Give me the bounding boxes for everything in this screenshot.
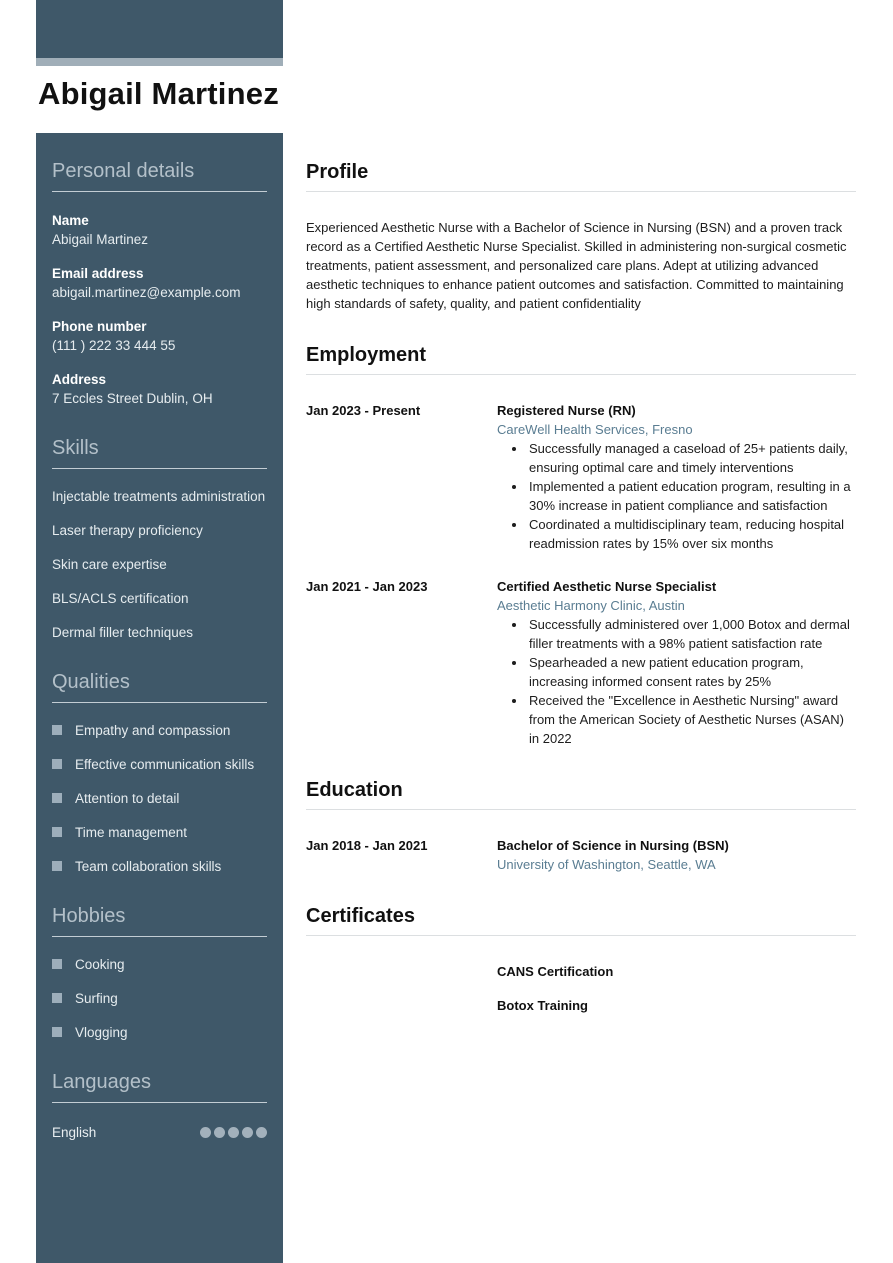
employment-entry bbox=[306, 401, 856, 553]
employment-title: Employment bbox=[306, 344, 427, 366]
skill-item: BLS/ACLS certification bbox=[52, 591, 189, 606]
skills-list bbox=[52, 487, 267, 642]
quality-item bbox=[52, 755, 267, 774]
certificate-name: Botox Training bbox=[497, 998, 588, 1013]
section-rule bbox=[306, 809, 856, 810]
hobby-item bbox=[52, 955, 267, 974]
square-bullet-icon bbox=[52, 725, 62, 735]
hobby-item-label: Surfing bbox=[75, 991, 118, 1006]
hobby-item bbox=[52, 1023, 267, 1042]
square-bullet-icon bbox=[52, 827, 62, 837]
personal-details-title: Personal details bbox=[52, 160, 195, 182]
certificates-section bbox=[306, 904, 856, 1015]
field-value: (111 ) 222 33 444 55 bbox=[52, 338, 176, 353]
square-bullet-icon bbox=[52, 1027, 62, 1037]
entry-period: Jan 2018 - Jan 2021 bbox=[306, 838, 428, 853]
skills-title: Skills bbox=[52, 437, 99, 459]
hobbies-section bbox=[52, 904, 267, 1042]
field-value: Abigail Martinez bbox=[52, 232, 149, 247]
bullet-item: • Received the "Excellence in Aesthetic Nursing" award from the American Society of Aesthetic Nurses (ASAN) in 2022 bbox=[527, 691, 856, 748]
skill-item: Dermal filler techniques bbox=[52, 625, 194, 640]
skill-item: Injectable treatments administration bbox=[52, 489, 266, 504]
field-label: Address bbox=[52, 372, 107, 387]
certificate-period-spacer bbox=[306, 962, 497, 981]
sidebar bbox=[36, 133, 283, 1263]
hobbies-list bbox=[52, 955, 267, 1042]
languages-title: Languages bbox=[52, 1071, 151, 1093]
entry-period: Jan 2023 - Present bbox=[306, 403, 421, 418]
certificate-row bbox=[306, 996, 856, 1015]
sidebar-rule bbox=[52, 191, 267, 192]
field-label: Phone number bbox=[52, 319, 147, 334]
sidebar-rule bbox=[52, 468, 267, 469]
hobby-item-label: Cooking bbox=[75, 957, 125, 972]
hobby-item bbox=[52, 989, 267, 1008]
education-entries bbox=[306, 836, 856, 874]
education-entry bbox=[306, 836, 856, 874]
quality-item bbox=[52, 857, 267, 876]
square-bullet-icon bbox=[52, 959, 62, 969]
language-name: English bbox=[52, 1125, 97, 1140]
field-value: 7 Eccles Street Dublin, OH bbox=[52, 391, 213, 406]
section-rule bbox=[306, 935, 856, 936]
bullet-item: • Spearheaded a new patient education program, increasing informed consent rates by 25% bbox=[527, 653, 856, 691]
resume-main-content bbox=[306, 160, 856, 1015]
level-dot-icon bbox=[242, 1127, 253, 1138]
square-bullet-icon bbox=[52, 993, 62, 1003]
level-dot-icon bbox=[214, 1127, 225, 1138]
skill-item: Laser therapy proficiency bbox=[52, 523, 203, 538]
skill-item: Skin care expertise bbox=[52, 557, 167, 572]
quality-item-label: Team collaboration skills bbox=[75, 859, 222, 874]
quality-item-label: Empathy and compassion bbox=[75, 723, 231, 738]
personal-details-section bbox=[52, 159, 267, 408]
hobby-item-label: Vlogging bbox=[75, 1025, 128, 1040]
header-accent-strip bbox=[36, 58, 283, 66]
language-level-dots bbox=[200, 1127, 267, 1138]
entry-bullets bbox=[497, 615, 856, 748]
entry-institution: University of Washington, Seattle, WA bbox=[497, 857, 716, 872]
section-rule bbox=[306, 374, 856, 375]
bullet-item: • Implemented a patient education program, resulting in a 30% increase in patient compliance and satisfaction bbox=[527, 477, 856, 515]
profile-text: Experienced Aesthetic Nurse with a Bachelor of Science in Nursing (BSN) and a proven track record as a Certified Aesthetic Nurse Specialist. Skilled in administering non-surgical cosmetic treatments, patient assessment, and personalized care plans. Adept at utilizing advanced aesthetic techniques to enhance patient outcomes and satisfaction. Committed to maintaining high standards of safety, quality, and patient confidentiality bbox=[306, 220, 847, 311]
skills-section bbox=[52, 436, 267, 642]
certificates-title: Certificates bbox=[306, 905, 415, 927]
employment-entry bbox=[306, 577, 856, 748]
certificate-rows bbox=[306, 962, 856, 1015]
hobbies-title: Hobbies bbox=[52, 905, 126, 927]
languages-section bbox=[52, 1070, 267, 1142]
quality-item-label: Time management bbox=[75, 825, 188, 840]
bullet-item: • Coordinated a multidisciplinary team, reducing hospital readmission rates by 15% over six months bbox=[527, 515, 856, 553]
bullet-item: • Successfully administered over 1,000 Botox and dermal filler treatments with a 98% patient satisfaction rate bbox=[527, 615, 856, 653]
field-label: Name bbox=[52, 213, 89, 228]
quality-item bbox=[52, 789, 267, 808]
personal-detail-field bbox=[52, 264, 267, 302]
level-dot-icon bbox=[256, 1127, 267, 1138]
sidebar-rule bbox=[52, 1102, 267, 1103]
level-dot-icon bbox=[200, 1127, 211, 1138]
employment-section bbox=[306, 343, 856, 748]
qualities-title: Qualities bbox=[52, 671, 130, 693]
certificate-name: CANS Certification bbox=[497, 964, 614, 979]
entry-details bbox=[497, 577, 856, 748]
personal-detail-field bbox=[52, 370, 267, 408]
employment-entries bbox=[306, 401, 856, 748]
personal-details-fields bbox=[52, 211, 267, 408]
resume-name: Abigail Martinez bbox=[38, 76, 279, 111]
education-section bbox=[306, 778, 856, 874]
profile-title: Profile bbox=[306, 161, 369, 183]
languages-list bbox=[52, 1123, 267, 1142]
section-rule bbox=[306, 191, 856, 192]
bullet-item: • Successfully managed a caseload of 25+ patients daily, ensuring optimal care and timely interventions bbox=[527, 439, 856, 477]
entry-role: Registered Nurse (RN) bbox=[497, 403, 636, 418]
sidebar-rule bbox=[52, 936, 267, 937]
field-label: Email address bbox=[52, 266, 144, 281]
personal-detail-field bbox=[52, 211, 267, 249]
level-dot-icon bbox=[228, 1127, 239, 1138]
sidebar-rule bbox=[52, 702, 267, 703]
quality-item-label: Attention to detail bbox=[75, 791, 180, 806]
quality-item bbox=[52, 823, 267, 842]
entry-degree: Bachelor of Science in Nursing (BSN) bbox=[497, 838, 729, 853]
square-bullet-icon bbox=[52, 861, 62, 871]
personal-detail-field bbox=[52, 317, 267, 355]
education-title: Education bbox=[306, 779, 403, 801]
entry-period: Jan 2021 - Jan 2023 bbox=[306, 579, 428, 594]
entry-role: Certified Aesthetic Nurse Specialist bbox=[497, 579, 717, 594]
certificate-period-spacer bbox=[306, 996, 497, 1015]
qualities-section bbox=[52, 670, 267, 876]
entry-bullets bbox=[497, 439, 856, 553]
entry-organization: Aesthetic Harmony Clinic, Austin bbox=[497, 598, 685, 613]
certificate-row bbox=[306, 962, 856, 981]
square-bullet-icon bbox=[52, 759, 62, 769]
entry-organization: CareWell Health Services, Fresno bbox=[497, 422, 693, 437]
entry-details bbox=[497, 836, 856, 874]
square-bullet-icon bbox=[52, 793, 62, 803]
profile-section bbox=[306, 160, 856, 313]
header-accent-block bbox=[36, 0, 283, 58]
qualities-list bbox=[52, 721, 267, 876]
quality-item bbox=[52, 721, 267, 740]
quality-item-label: Effective communication skills bbox=[75, 757, 255, 772]
field-value: abigail.martinez@example.com bbox=[52, 285, 241, 300]
entry-details bbox=[497, 401, 856, 553]
language-row bbox=[52, 1123, 267, 1142]
